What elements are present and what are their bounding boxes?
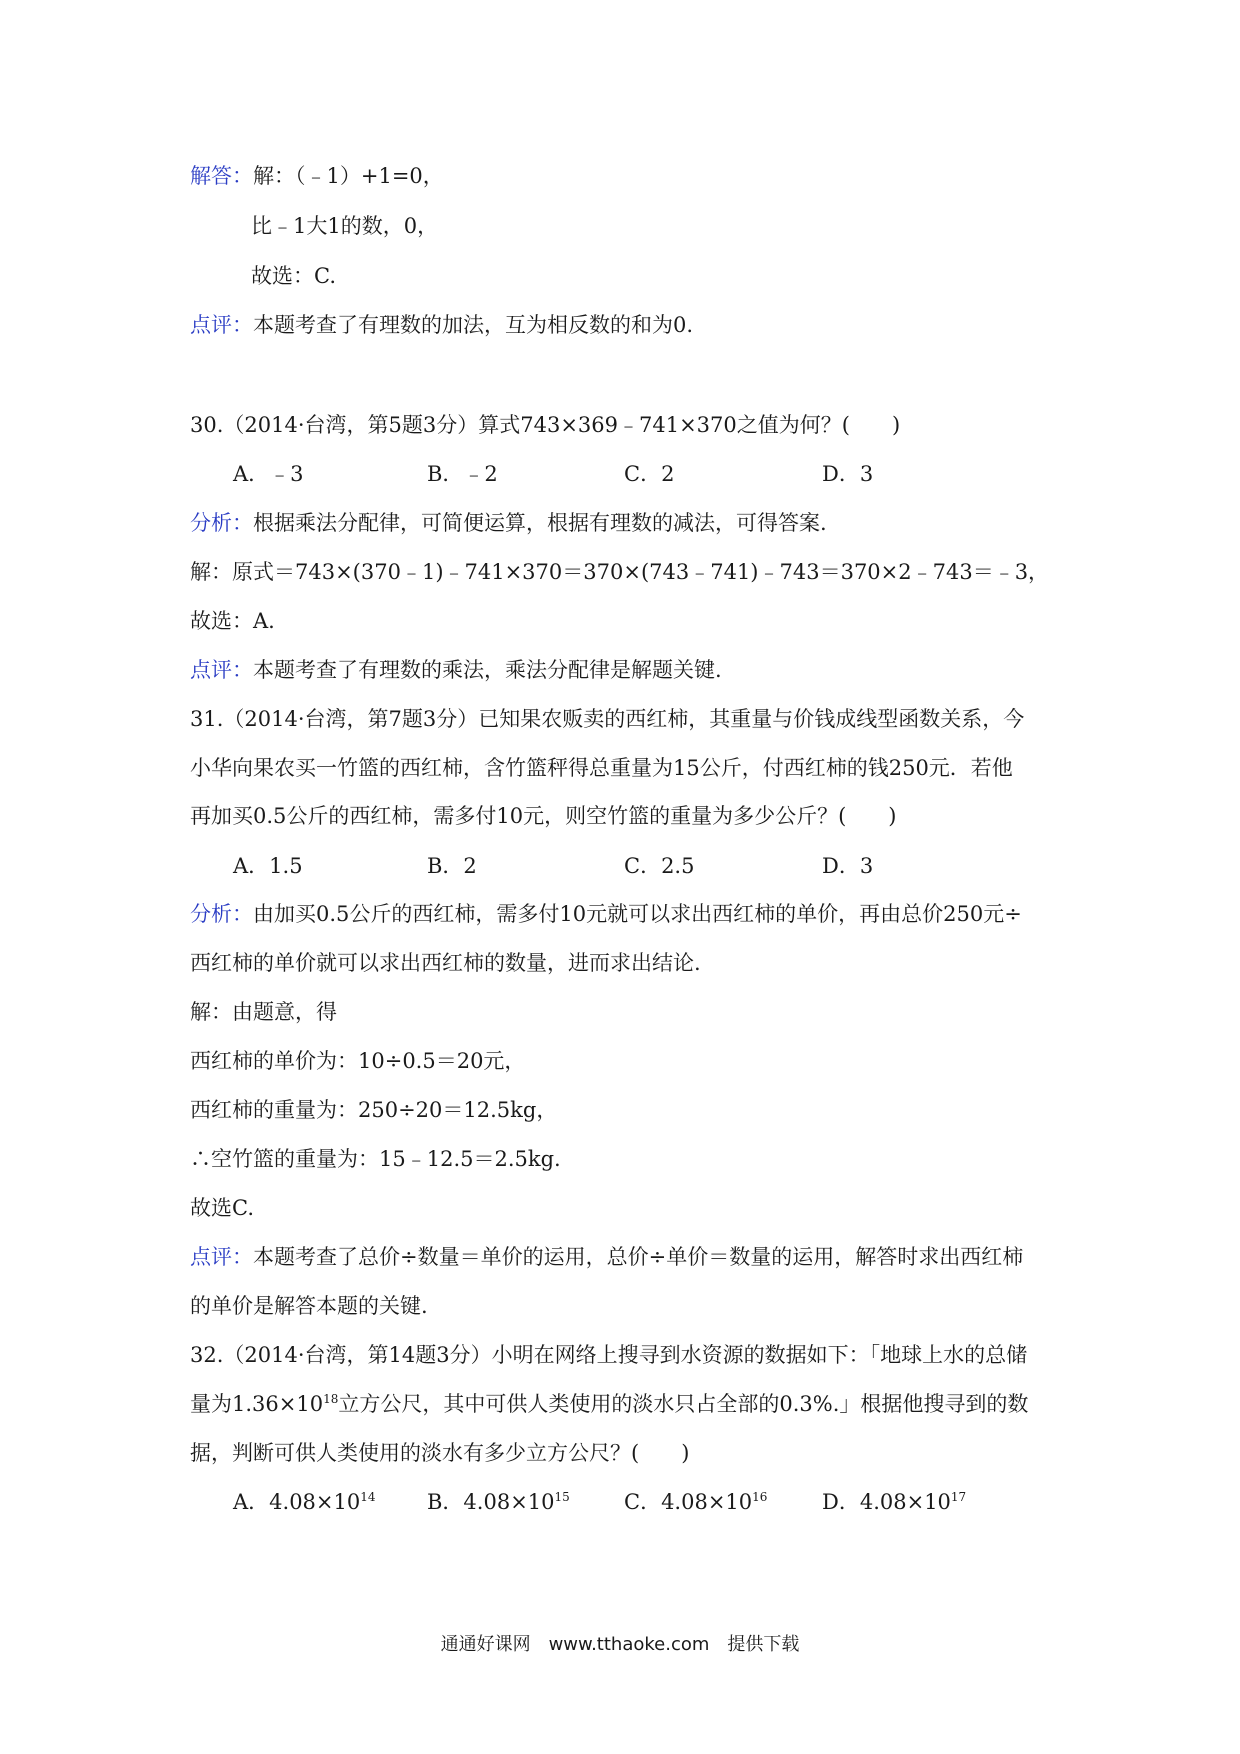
analysis-text-1: 由加买0.5公斤的西红柿，需多付10元就可以求出西红柿的单价，再由总价250元÷ (253, 902, 1022, 926)
q32-stem-2-pre: 量为1.36×10 (190, 1392, 324, 1416)
q31-solution-3: 西红柿的重量为：250÷20＝12.5kg， (190, 1098, 558, 1122)
q30-analysis-line (190, 508, 827, 538)
q31-comment-line-1 (190, 1242, 1023, 1272)
q32-stem-1: 32.（2014·台湾，第14题3分）小明在网络上搜寻到水资源的数据如下：「地球上水的总储 (190, 1343, 1028, 1367)
comment-text: 本题考查了有理数的乘法，乘法分配律是解题关键. (253, 658, 722, 682)
q32-option-b-exponent: 15 (554, 1490, 570, 1504)
q31-choice: 故选C. (190, 1196, 254, 1220)
q30-stem: 30.（2014·台湾，第5题3分）算式743×369﹣741×370之值为何？( ) (190, 413, 901, 437)
q31-stem-3: 再加买0.5公斤的西红柿，需多付10元，则空竹篮的重量为多少公斤？( ) (190, 804, 897, 828)
q32-stem-2 (190, 1389, 1028, 1419)
page-footer: 通通好课网 www.tthaoke.com 提供下载 (440, 1634, 800, 1655)
q31-solution-4: ∴空竹篮的重量为：15﹣12.5＝2.5kg. (190, 1147, 561, 1171)
prev-comment-line (190, 310, 693, 340)
q32-stem-2-post: 立方公尺，其中可供人类使用的淡水只占全部的0.3%.」根据他搜寻到的数 (338, 1392, 1029, 1416)
answer-line-1 (190, 161, 444, 191)
comment-text: 本题考查了有理数的加法，互为相反数的和为0. (253, 313, 694, 337)
q32-stem-3: 据，判断可供人类使用的淡水有多少立方公尺？( ) (190, 1441, 690, 1465)
analysis-text: 根据乘法分配律，可简便运算，根据有理数的减法，可得答案. (253, 511, 827, 535)
analysis-label: 分析： (190, 511, 253, 535)
q31-stem-1: 31.（2014·台湾，第7题3分）已知果农贩卖的西红柿，其重量与价钱成线型函数关系，今 (190, 707, 1025, 731)
q31-option-a: A．1.5 (233, 854, 303, 878)
answer-line-3: 故选：C. (251, 264, 336, 288)
q32-option-a-exponent: 14 (360, 1490, 376, 1504)
q30-option-a: A．﹣3 (233, 462, 304, 486)
comment-text-1: 本题考查了总价÷数量＝单价的运用，总价÷单价＝数量的运用，解答时求出西红柿 (253, 1245, 1024, 1269)
q32-option-c-base: C．4.08×10 (624, 1490, 753, 1514)
q30-option-b: B．﹣2 (427, 462, 498, 486)
q32-option-c (624, 1487, 767, 1517)
answer-line-2: 比﹣1大1的数，0， (251, 214, 439, 238)
comment-label: 点评： (190, 658, 253, 682)
comment-label: 点评： (190, 1245, 253, 1269)
q31-solution-2: 西红柿的单价为：10÷0.5＝20元， (190, 1049, 526, 1073)
q30-option-c: C．2 (624, 462, 675, 486)
q32-option-b-base: B．4.08×10 (427, 1490, 555, 1514)
q31-option-d: D．3 (822, 854, 874, 878)
q30-option-d: D．3 (822, 462, 874, 486)
q30-solution: 解：原式＝743×(370﹣1)﹣741×370＝370×(743﹣741)﹣743＝370×2﹣743＝﹣3， (190, 560, 1050, 584)
q31-option-c: C．2.5 (624, 854, 695, 878)
q31-analysis-line-1 (190, 899, 1022, 929)
q32-option-a (233, 1487, 376, 1517)
q32-option-d-base: D．4.08×10 (822, 1490, 951, 1514)
q31-analysis-line-2: 西红柿的单价就可以求出西红柿的数量，进而求出结论. (190, 951, 701, 975)
q31-option-b: B．2 (427, 854, 477, 878)
q31-solution-1: 解：由题意，得 (190, 1000, 337, 1024)
q32-option-d-exponent: 17 (950, 1490, 967, 1504)
q30-choice: 故选：A. (190, 609, 275, 633)
q32-option-a-base: A．4.08×10 (233, 1490, 361, 1514)
q30-comment-line (190, 655, 722, 685)
q32-stem-2-exponent: 18 (323, 1392, 339, 1406)
q32-option-d (822, 1487, 966, 1517)
analysis-label: 分析： (190, 902, 253, 926)
q31-stem-2: 小华向果农买一竹篮的西红柿，含竹篮秤得总重量为15公斤，付西红柿的钱250元．若他 (190, 756, 1013, 780)
q32-option-c-exponent: 16 (752, 1490, 768, 1504)
answer-text-1: 解：（﹣1）+1=0， (253, 164, 444, 188)
q31-comment-line-2: 的单价是解答本题的关键. (190, 1294, 428, 1318)
comment-label: 点评： (190, 313, 253, 337)
answer-label: 解答： (190, 164, 253, 188)
q32-option-b (427, 1487, 570, 1517)
